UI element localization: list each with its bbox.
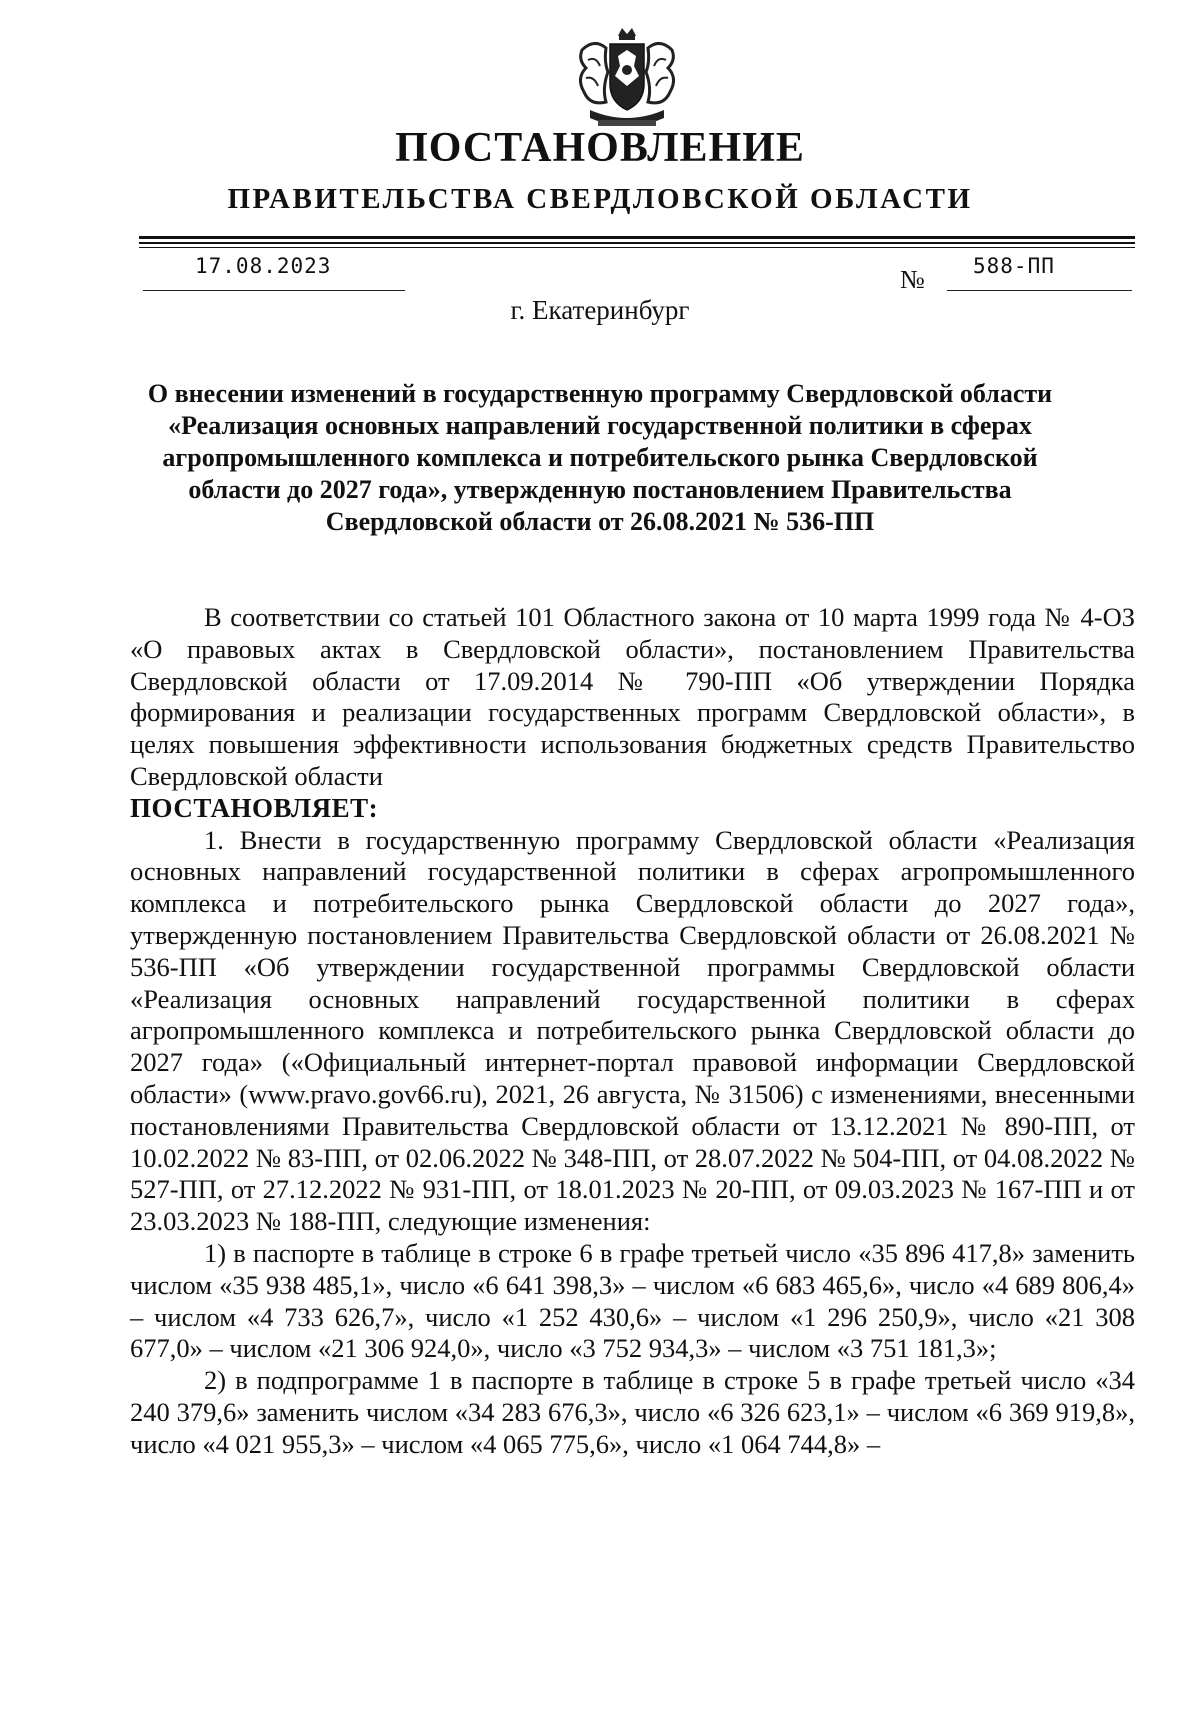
header-divider-thick (139, 236, 1135, 239)
number-field (947, 250, 1132, 291)
header-divider-middle (139, 242, 1135, 244)
city-line: г. Екатеринбург (510, 295, 690, 325)
subitem-2-paragraph: 2) в подпрограмме 1 в паспорте в таблице в строке 5 в графе третьей число «34 240 379,6» заменить числом «34 283 676,3», число «6 326 623,1» – числом «6 369 919,8», число «4 021 955,3» – числом «4 065 775,6», число «1 064 744,8» – (130, 1365, 1135, 1459)
document-type-heading: ПОСТАНОВЛЕНИЕ (395, 125, 805, 171)
document-date: 17.08.2023 (195, 254, 332, 278)
document-number: 588-ПП (973, 254, 1055, 278)
decree-word-paragraph (130, 793, 1135, 825)
document-body (130, 602, 1135, 1461)
issuing-authority: ПРАВИТЕЛЬСТВА СВЕРДЛОВСКОЙ ОБЛАСТИ (227, 183, 973, 215)
document-title: О внесении изменений в государственную программу Свердловской области «Реализация основных направлений государственной политики в сферах агропромышленного комплекса и потребительского рынка Свердловской области до 2027 года», утвержденную постановлением Правительства Свердловской области от 26.08.2021 № 536-ПП (147, 379, 1053, 536)
date-field (143, 250, 405, 291)
subitem-1-paragraph: 1) в паспорте в таблице в строке 6 в графе третьей число «35 896 417,8» заменить числом «35 938 485,1», число «6 641 398,3» – числом «6 683 465,6», число «4 689 806,4» – числом «4 733 626,7», число «1 252 430,6» – числом «1 296 250,9», число «21 308 677,0» – числом «21 306 924,0», число «3 752 934,3» – числом «3 751 181,3»; (130, 1237, 1135, 1364)
number-sign: № (900, 265, 925, 294)
preamble-paragraph: В соответствии со статьей 101 Областного закона от 10 марта 1999 года № 4-ОЗ «О правовых актах в Свердловской области», постановлением Правительства Свердловской области от 17.09.2014 № 790-ПП «Об утверждении Порядка формирования и реализации государственных программ Свердловской области», в целях повышения эффективности использования бюджетных средств Правительство Свердловской области (130, 602, 1135, 791)
coat-of-arms-icon (568, 26, 686, 136)
header-divider-thin (139, 247, 1135, 248)
decree-word: ПОСТАНОВЛЯЕТ: (130, 792, 379, 823)
item-1-paragraph: 1. Внести в государственную программу Свердловской области «Реализация основных направлений государственной политики в сферах агропромышленного комплекса и потребительского рынка Свердловской области до 2027 года», утвержденную постановлением Правительства Свердловской области от 26.08.2021 № 536-ПП «Об утверждении государственной программы Свердловской области «Реализация основных направлений государственной политики в сферах агропромышленного комплекса и потребительского рынка Свердловской области до 2027 года» («Официальный интернет-портал правовой информации Свердловской области» (www.pravo.gov66.ru), 2021, 26 августа, № 31506) с изменениями, внесенными постановлениями Правительства Свердловской области от 13.12.2021 № 890-ПП, от 10.02.2022 № 83-ПП, от 02.06.2022 № 348-ПП, от 28.07.2022 № 504-ПП, от 04.08.2022 № 527-ПП, от 27.12.2022 № 931-ПП, от 18.01.2023 № 20-ПП, от 09.03.2023 № 167-ПП и от 23.03.2023 № 188-ПП, следующие изменения: (130, 824, 1135, 1237)
